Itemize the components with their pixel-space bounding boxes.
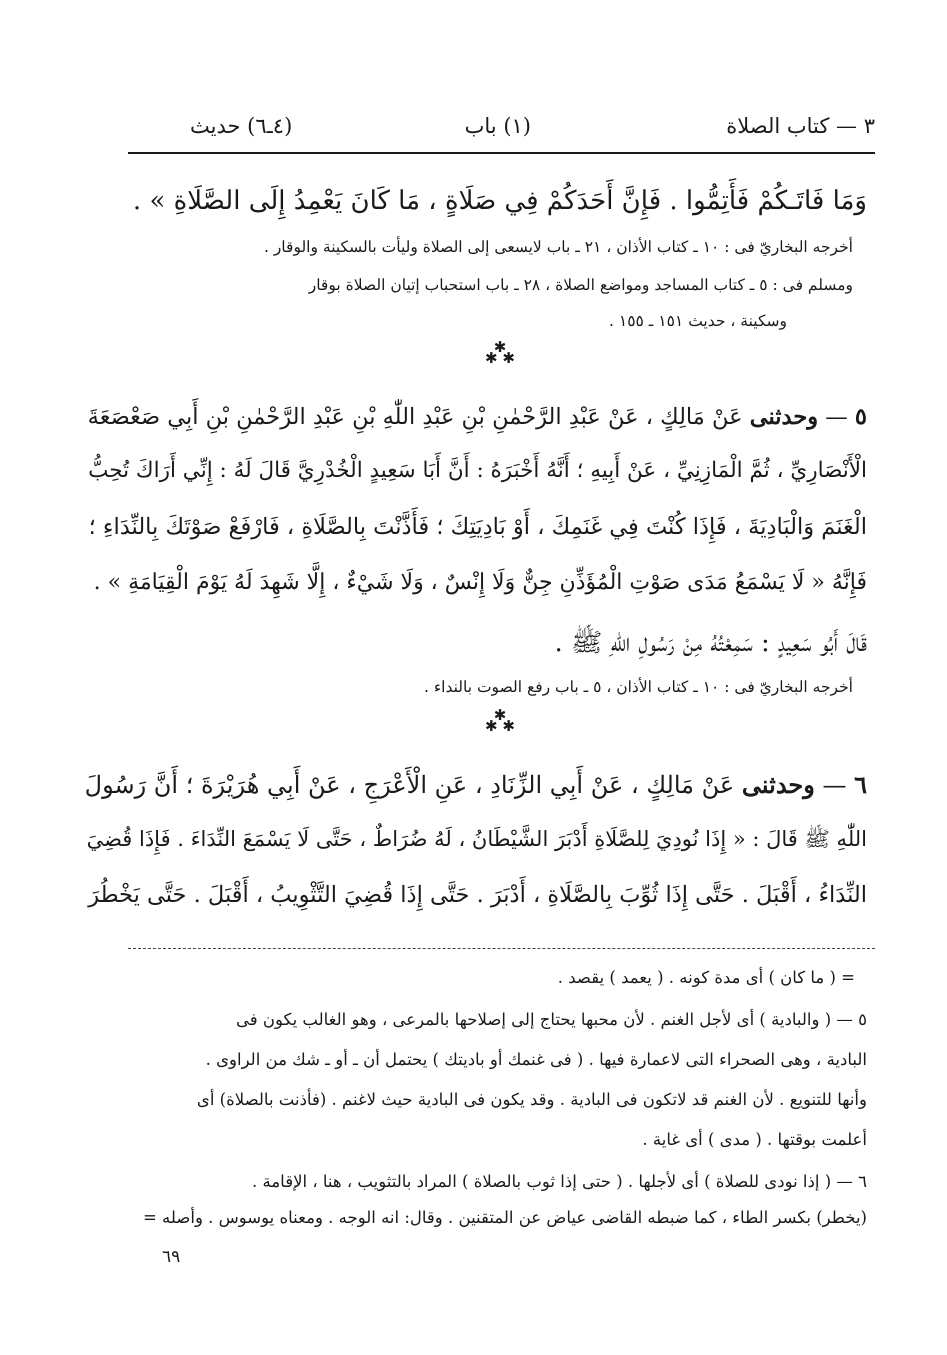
hadith6-line: اللّٰهِ ﷺ قَالَ : « إِذَا نُودِيَ لِلصَّلَاةِ أَدْبَرَ الشَّيْطَانُ ، لَهُ ضُرَاطٌ ، حَتَّى لَا يَسْمَعَ النِّدَاءَ . فَإِذَا قُضِيَ (86, 827, 867, 851)
hadith6-line: النِّدَاءُ ، أَقْبَلَ . حَتَّى إِذَا ثُوِّبَ بِالصَّلَاةِ ، أَدْبَرَ . حَتَّى إِذَا قُضِيَ التَّثْوِيبُ ، أَقْبَلَ . حَتَّى يَخْطُرَ (88, 882, 867, 908)
hadith-opening: وحدثنى (741, 770, 815, 799)
hadith4-last-line: وَمَا فَاتَـكُمْ فَأَتِمُّوا . فَإِنَّ أَحَدَكُمْ فِي صَلَاةٍ ، مَا كَانَ يَعْمِدُ إِلَى الصَّلَاةِ » . (132, 186, 867, 216)
footnote-line: أعلمت بوقتها . ( مدى ) أى غاية . (642, 1130, 867, 1149)
hadith4-takhrij-line: ومسلم فى : ٥ ـ كتاب المساجد ومواضع الصلاة ، ٢٨ ـ باب استحباب إتيان الصلاة بوقار (308, 276, 853, 294)
section-divider-stars: ✱ ✱ ✱ (485, 338, 515, 367)
hadith4-takhrij-line: وسكينة ، حديث ١٥١ ـ ١٥٥ . (609, 312, 787, 330)
section-divider-stars: ✱ ✱ ✱ (485, 706, 515, 735)
header-hadith-range: (٤ـ٦) حديث (190, 114, 293, 138)
footnote-line: ٥ — ( والبادية ) أى لأجل الغنم . لأن محبها يحتاج إلى إصلاحها بالمرعى ، وهو الغالب يكون فى (235, 1010, 867, 1029)
footnote-line: = ( ما كان ) أى مدة كونه . ( يعمد ) يقصد . (557, 968, 855, 987)
hadith5-line: قَالَ أَبُو سَعِيدٍ : سَمِعْتُهُ مِنْ رَسُولِ اللّٰهِ ﷺ . (554, 628, 867, 658)
hadith5-line: ٥ — وحدثنى عَنْ مَالِكٍ ، عَنْ عَبْدِ الرَّحْمٰنِ بْنِ عَبْدِ اللّٰهِ بْنِ عَبْدِ الرَّحْمٰنِ بْنِ أَبِي صَعْصَعَةَ (87, 404, 867, 430)
footnote-line: وأنها للتنويع . لأن الغنم قد لاتكون فى البادية . وقد يكون فى البادية حيث لاغنم . (فأذنت بالصلاة) أى (196, 1090, 867, 1109)
hadith5-line: الْغَنَمَ وَالْبَادِيَةَ ، فَإِذَا كُنْتَ فِي غَنَمِكَ ، أَوْ بَادِيَتِكَ ؛ فَأَذَّنْتَ بِالصَّلَاةِ ، فَارْفَعْ صَوْتَكَ بِالنِّدَاءِ ؛ (88, 514, 867, 540)
footnote-line: ٦ — ( إذا نودى للصلاة ) أى لأجلها . ( حتى إذا ثوب بالصلاة ) المراد بالتثويب ، هنا ، الإقامة . (252, 1172, 867, 1191)
hadith-number: ٥ (854, 404, 867, 430)
footnote-rule (128, 948, 875, 949)
hadith6-line: ٦ — وحدثنى عَنْ مَالِكٍ ، عَنْ أَبِي الزِّنَادِ ، عَنِ الْأَعْرَجِ ، عَنْ أَبِي هُرَيْرَةَ ؛ أَنَّ رَسُولَ (84, 770, 867, 799)
footnote-line: (يخطر) بكسر الطاء ، كما ضبطه القاضى عياض عن المتقنين . وقال: انه الوجه . ومعناه يوسوس . وأصله = (142, 1208, 867, 1227)
hadith5-line: فَإِنَّهُ « لَا يَسْمَعُ مَدَى صَوْتِ الْمُؤَذِّنِ جِنٌّ وَلَا إِنْسٌ ، وَلَا شَيْءٌ ، إِلَّا شَهِدَ لَهُ يَوْمَ الْقِيَامَةِ » . (93, 570, 867, 595)
footnote-line: البادية ، وهى الصحراء التى لاعمارة فيها . ( فى غنمك أو باديتك ) يحتمل أن ـ أو ـ شك من الراوى . (205, 1050, 867, 1069)
hadith-number: ٦ (854, 770, 867, 799)
header-chapter: ٣ — كتاب الصلاة (726, 114, 875, 138)
hadith-opening: وحدثنى (749, 404, 819, 430)
header-section: (١) باب (464, 114, 531, 138)
hadith4-takhrij-line: أخرجه البخاريّ فى : ١٠ ـ كتاب الأذان ، ٢١ ـ باب لايسعى إلى الصلاة وليأت بالسكينة والوقار . (263, 238, 853, 256)
hadith5-line: الْأَنْصَارِيِّ ، ثُمَّ الْمَازِنِيِّ ، عَنْ أَبِيهِ ؛ أَنَّهُ أَخْبَرَهُ : أَنَّ أَبَا سَعِيدٍ الْخُدْرِيَّ قَالَ لَهُ : إِنِّي أَرَاكَ تُحِبُّ (88, 458, 867, 483)
page-number: ٦٩ (162, 1247, 181, 1267)
hadith5-takhrij: أخرجه البخاريّ فى : ١٠ ـ كتاب الأذان ، ٥ ـ باب رفع الصوت بالنداء . (424, 678, 853, 696)
header-rule (128, 152, 875, 154)
